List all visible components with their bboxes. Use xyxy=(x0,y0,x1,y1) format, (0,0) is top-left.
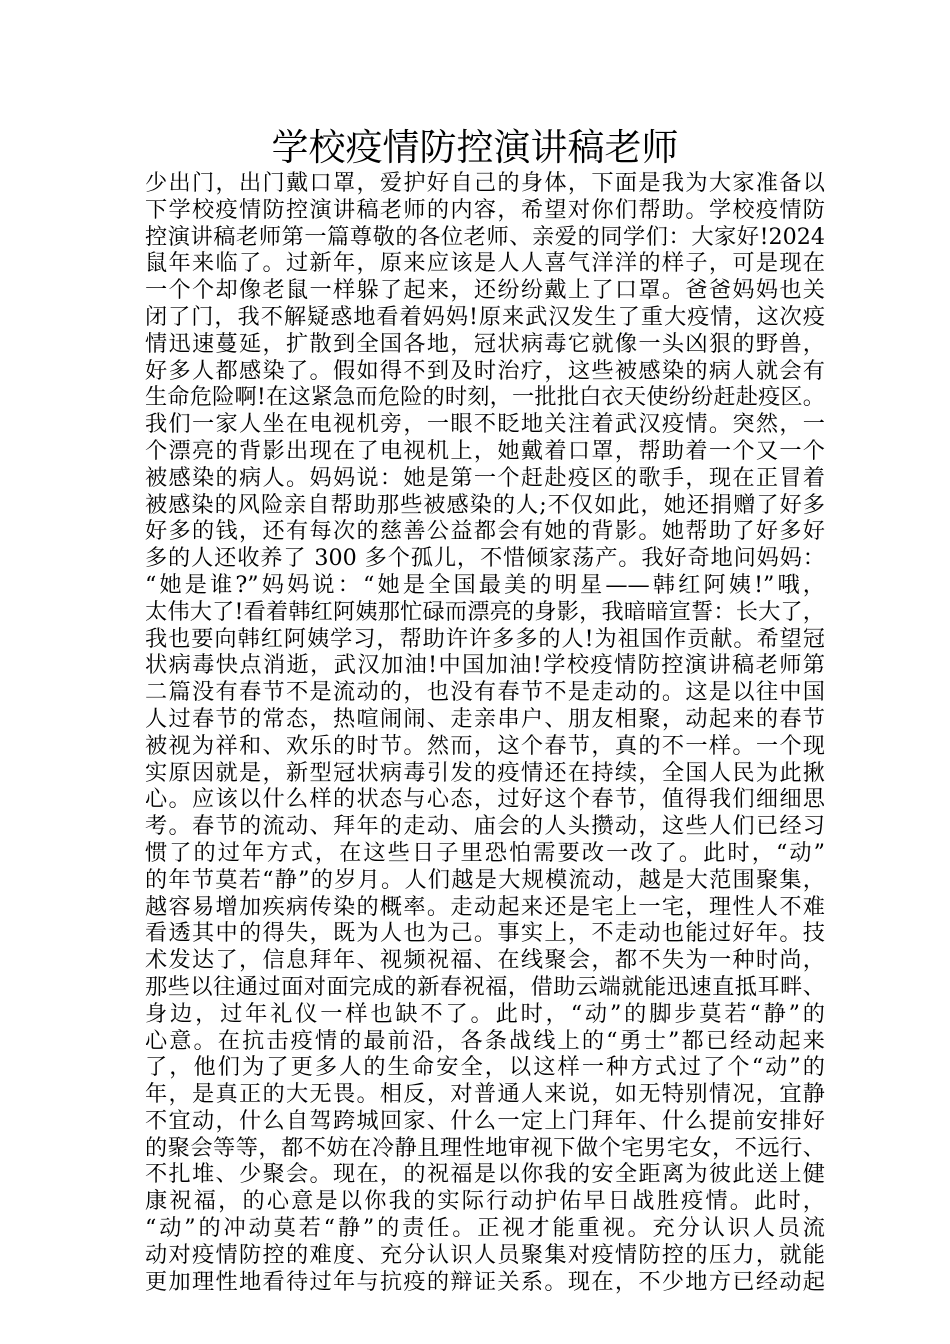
body-line: 越容易增加疾病传染的概率。走动起来还是宅上一宅，理性人不难 xyxy=(145,893,825,920)
body-line: 了，他们为了更多人的生命安全，以这样一种方式过了个“动”的 xyxy=(145,1054,825,1081)
body-line: 更加理性地看待过年与抗疫的辩证关系。现在，不少地方已经动起 xyxy=(145,1268,825,1295)
body-line: 控演讲稿老师第一篇尊敬的各位老师、亲爱的同学们：大家好!2024 xyxy=(145,223,825,250)
body-line: 身边，过年礼仪一样也缺不了。此时，“动”的脚步莫若“静”的 xyxy=(145,1000,825,1027)
body-line: 看透其中的得失，既为人也为己。事实上，不走动也能过好年。技 xyxy=(145,920,825,947)
body-line: 一个个却像老鼠一样躲了起来，还纷纷戴上了口罩。爸爸妈妈也关 xyxy=(145,277,825,304)
body-line: “她是谁?”妈妈说：“她是全国最美的明星——韩红阿姨!”哦， xyxy=(145,571,825,598)
body-line: 少出门，出门戴口罩，爱护好自己的身体，下面是我为大家准备以 xyxy=(145,170,825,196)
body-line: 情迅速蔓延，扩散到全国各地，冠状病毒它就像一头凶狠的野兽， xyxy=(145,330,825,357)
body-line: 我们一家人坐在电视机旁，一眼不眨地关注着武汉疫情。突然，一 xyxy=(145,411,825,438)
body-line: 我也要向韩红阿姨学习，帮助许许多多的人!为祖国作贡献。希望冠 xyxy=(145,625,825,652)
body-line: 心意。在抗击疫情的最前沿，各条战线上的“勇士”都已经动起来 xyxy=(145,1027,825,1054)
document-title: 学校疫情防控演讲稿老师 xyxy=(271,126,679,169)
body-line: 被视为祥和、欢乐的时节。然而，这个春节，真的不一样。一个现 xyxy=(145,732,825,759)
body-line: 术发达了，信息拜年、视频祝福、在线聚会，都不失为一种时尚， xyxy=(145,947,825,974)
body-line: 惯了的过年方式，在这些日子里恐怕需要改一改了。此时，“动” xyxy=(145,839,825,866)
body-line: 实原因就是，新型冠状病毒引发的疫情还在持续，全国人民为此揪 xyxy=(145,759,825,786)
body-line: 人过春节的常态，热喧闹闹、走亲串户、朋友相聚，动起来的春节 xyxy=(145,705,825,732)
body-line: 鼠年来临了。过新年，原来应该是人人喜气洋洋的样子，可是现在 xyxy=(145,250,825,277)
body-line: 的聚会等等，都不妨在冷静且理性地审视下做个宅男宅女，不远行、 xyxy=(145,1134,825,1161)
document-body xyxy=(145,170,825,1295)
body-line: 下学校疫情防控演讲稿老师的内容，希望对你们帮助。学校疫情防 xyxy=(145,196,825,223)
body-line: 太伟大了!看着韩红阿姨那忙碌而漂亮的身影，我暗暗宣誓：长大了， xyxy=(145,598,825,625)
body-line: 心。应该以什么样的状态与心态，过好这个春节，值得我们细细思 xyxy=(145,786,825,813)
body-line: “动”的冲动莫若“静”的责任。正视才能重视。充分认识人员流 xyxy=(145,1215,825,1242)
body-line: 的年节莫若“静”的岁月。人们越是大规模流动，越是大范围聚集， xyxy=(145,866,825,893)
body-line: 被感染的病人。妈妈说：她是第一个赶赴疫区的歌手，现在正冒着 xyxy=(145,464,825,491)
body-line: 生命危险啊!在这紧急而危险的时刻，一批批白衣天使纷纷赶赴疫区。 xyxy=(145,384,825,411)
body-line: 动对疫情防控的难度、充分认识人员聚集对疫情防控的压力，就能 xyxy=(145,1241,825,1268)
body-line: 二篇没有春节不是流动的，也没有春节不是走动的。这是以往中国 xyxy=(145,679,825,706)
body-line: 个漂亮的背影出现在了电视机上，她戴着口罩，帮助着一个又一个 xyxy=(145,437,825,464)
body-line: 不扎堆、少聚会。现在，的祝福是以你我的安全距离为彼此送上健 xyxy=(145,1161,825,1188)
body-line: 闭了门，我不解疑惑地看着妈妈!原来武汉发生了重大疫情，这次疫 xyxy=(145,303,825,330)
body-line: 状病毒快点消逝，武汉加油!中国加油!学校疫情防控演讲稿老师第 xyxy=(145,652,825,679)
body-line: 好多的钱，还有每次的慈善公益都会有她的背影。她帮助了好多好 xyxy=(145,518,825,545)
body-line: 年，是真正的大无畏。相反，对普通人来说，如无特别情况，宜静 xyxy=(145,1081,825,1108)
body-line: 好多人都感染了。假如得不到及时治疗，这些被感染的病人就会有 xyxy=(145,357,825,384)
body-line: 考。春节的流动、拜年的走动、庙会的人头攒动，这些人们已经习 xyxy=(145,813,825,840)
body-line: 多的人还收养了 300 多个孤儿，不惜倾家荡产。我好奇地问妈妈： xyxy=(145,545,825,572)
body-line: 不宜动，什么自驾跨城回家、什么一定上门拜年、什么提前安排好 xyxy=(145,1107,825,1134)
body-line: 康祝福，的心意是以你我的实际行动护佑早日战胜疫情。此时， xyxy=(145,1188,825,1215)
body-line: 那些以往通过面对面完成的新春祝福，借助云端就能迅速直抵耳畔、 xyxy=(145,973,825,1000)
body-line: 被感染的风险亲自帮助那些被感染的人;不仅如此，她还捐赠了好多 xyxy=(145,491,825,518)
